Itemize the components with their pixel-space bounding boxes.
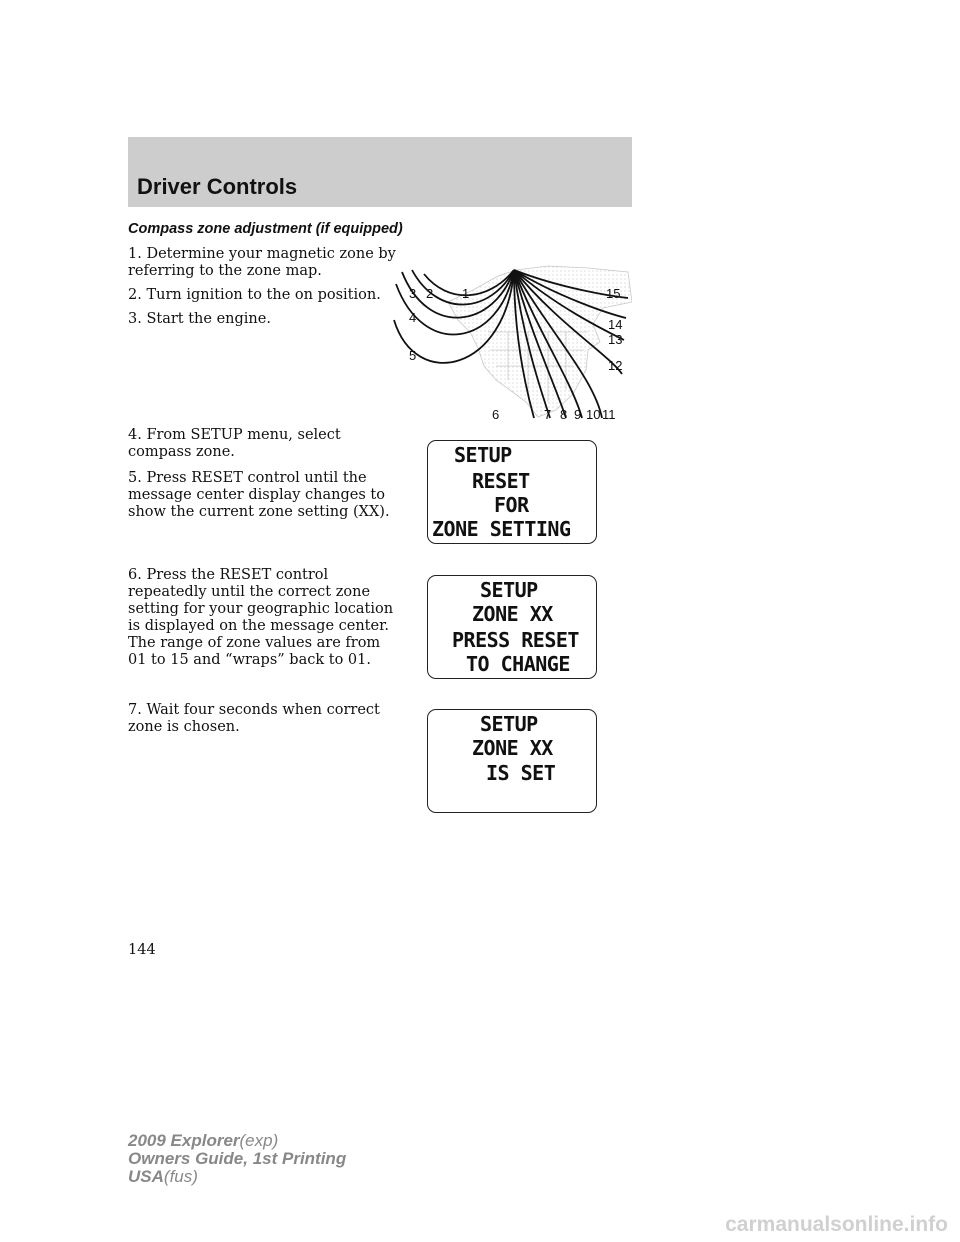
zone-label-3: 3 — [409, 286, 417, 301]
message-center-display-zone-set — [427, 709, 597, 813]
display-line: IS SET — [486, 761, 556, 785]
display-line: RESET — [472, 469, 530, 493]
step-1: 1. Determine your magnetic zone by referring to the zone map. — [128, 246, 396, 279]
land-mass — [448, 266, 632, 417]
display-line: SETUP — [454, 443, 512, 467]
message-center-display-press-reset — [427, 575, 597, 679]
footer-printing: Owners Guide, 1st Printing — [128, 1149, 347, 1168]
zone-label-7: 7 — [544, 407, 552, 422]
step-4: 4. From SETUP menu, select compass zone. — [128, 427, 341, 460]
zone-label-4: 4 — [409, 310, 417, 325]
zone-label-9: 9 — [574, 407, 582, 422]
zone-label-6: 6 — [492, 407, 500, 422]
zone-label-8: 8 — [560, 407, 568, 422]
compass-zone-map — [388, 262, 632, 428]
zone-label-15: 15 — [606, 286, 621, 301]
step-6: 6. Press the RESET control repeatedly until the correct zone setting for your geographic location is displayed on the message center. The range of zone values are from 01 to 15 and “wraps” back to 01. — [128, 567, 394, 668]
display-line: SETUP — [480, 578, 538, 602]
zone-label-12: 12 — [608, 358, 623, 373]
step-5: 5. Press RESET control until the message center display changes to show the current zone setting (XX). — [128, 470, 390, 520]
footer-region-code: (fus) — [163, 1167, 198, 1186]
step-3: 3. Start the engine. — [128, 311, 271, 327]
subheading: Compass zone adjustment (if equipped) — [128, 221, 403, 237]
message-center-display-reset-for-zone — [427, 440, 597, 544]
step-2: 2. Turn ignition to the on position. — [128, 287, 381, 303]
page-number: 144 — [128, 942, 156, 958]
display-line: ZONE XX — [472, 736, 553, 760]
zone-label-10: 10 — [586, 407, 601, 422]
zone-label-1: 1 — [462, 286, 470, 301]
zone-label-14: 14 — [608, 317, 623, 332]
display-line: FOR — [494, 493, 529, 517]
section-title: Driver Controls — [137, 174, 298, 199]
zone-label-11: 11 — [602, 407, 616, 422]
display-line: ZONE XX — [472, 602, 553, 626]
display-line: ZONE SETTING — [432, 517, 571, 541]
zone-label-2: 2 — [426, 286, 434, 301]
step-7: 7. Wait four seconds when correct zone is chosen. — [128, 702, 380, 735]
footer — [128, 1132, 346, 1186]
display-line: TO CHANGE — [466, 652, 570, 676]
footer-model: 2009 Explorer — [128, 1131, 240, 1150]
zone-label-13: 13 — [608, 332, 623, 347]
zone-label-5: 5 — [409, 348, 417, 363]
footer-model-code: (exp) — [239, 1131, 279, 1150]
footer-region: USA — [128, 1167, 164, 1186]
display-line: SETUP — [480, 712, 538, 736]
watermark: carmanualsonline.info — [725, 1213, 948, 1236]
display-line: PRESS RESET — [452, 628, 579, 652]
